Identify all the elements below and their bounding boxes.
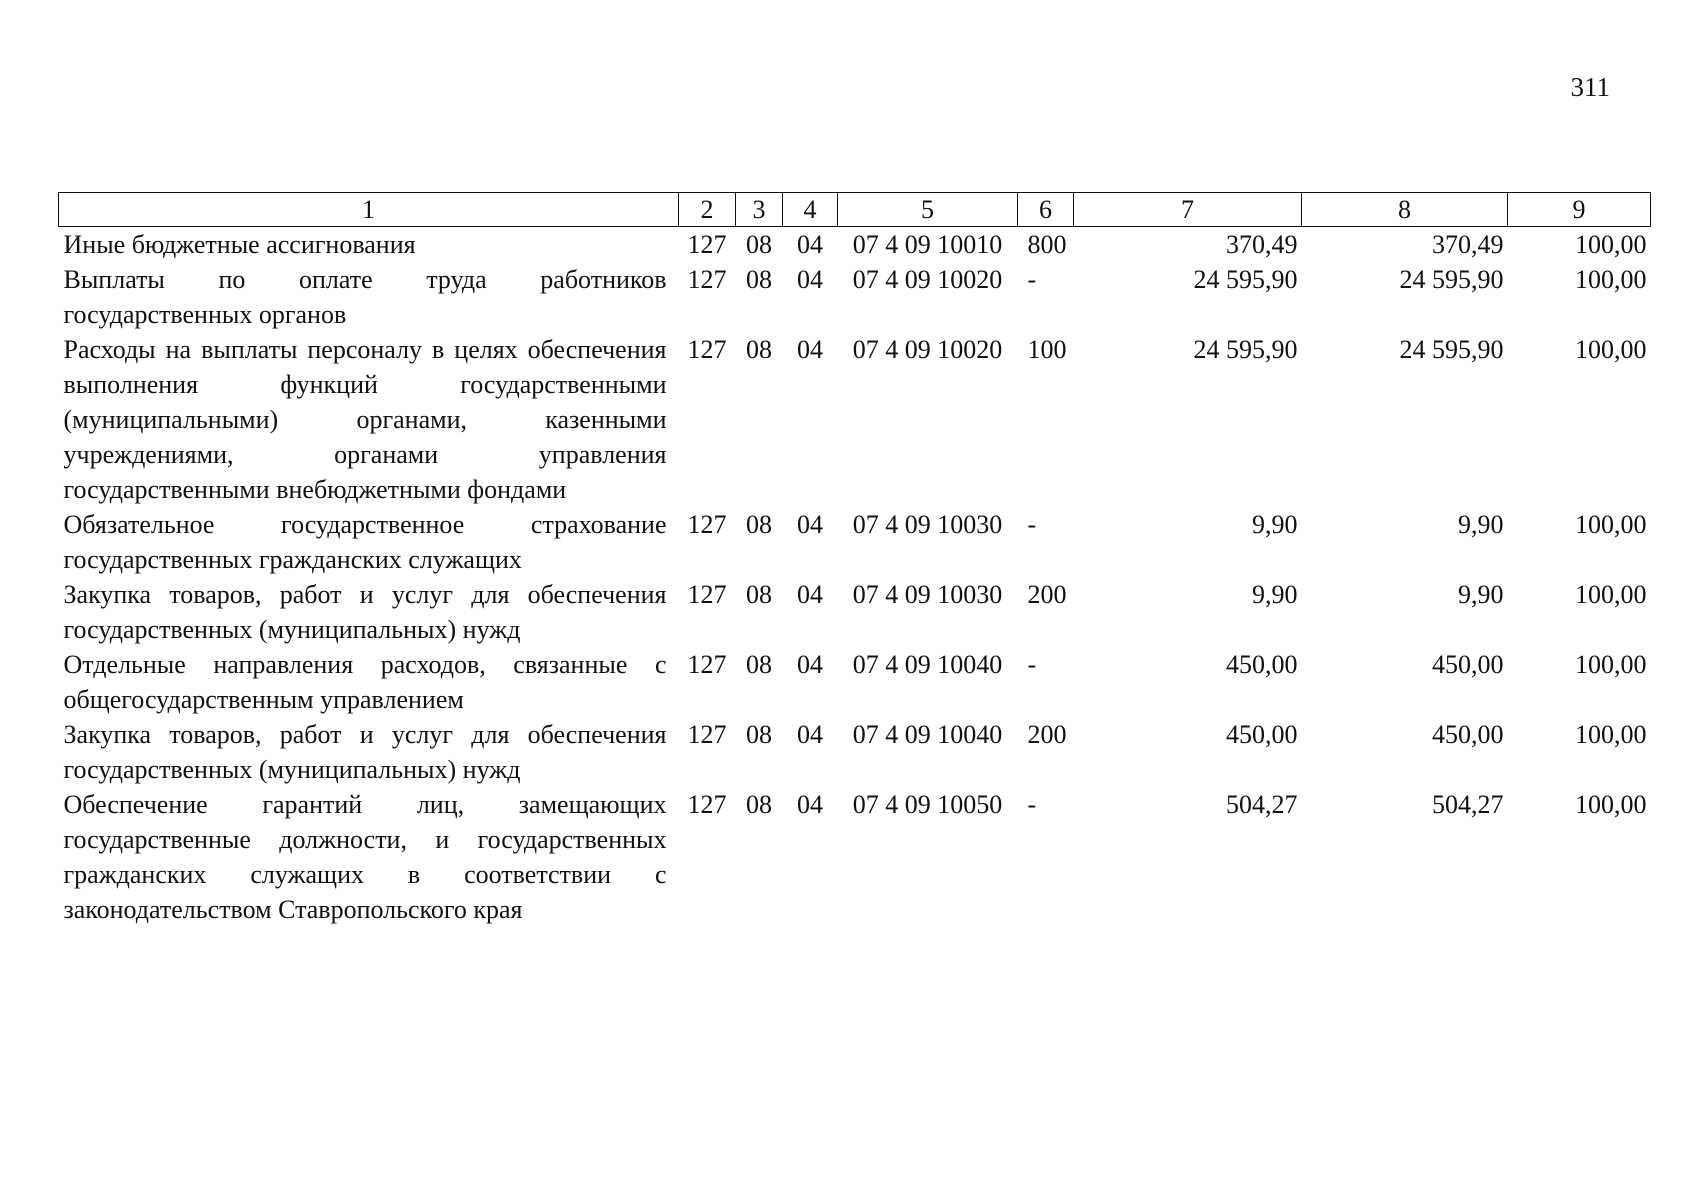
row-target-article: 07 4 09 10030 [852,580,1003,609]
row-name: Отдельные направления расходов, связанные с общегосударственным управлением [63,650,667,714]
header-col-7: 7 [1074,193,1302,227]
row-target-article: 07 4 09 10020 [852,265,1003,294]
row-ministry-code: 127 [687,580,727,609]
row-ministry-code: 127 [687,265,727,294]
table-header [59,193,1651,227]
row-amount-actual: 450,00 [1432,650,1504,679]
header-col-6: 6 [1018,193,1074,227]
row-amount-actual: 9,90 [1458,510,1504,539]
header-col-5: 5 [838,193,1018,227]
row-percent: 100,00 [1575,650,1647,679]
row-subsection-code: 04 [797,790,823,819]
row-expense-type: 100 [1027,335,1067,364]
row-amount-plan: 9,90 [1252,580,1298,609]
header-col-9: 9 [1508,193,1651,227]
row-amount-plan: 9,90 [1252,510,1298,539]
header-col-1: 1 [59,193,679,227]
row-subsection-code: 04 [797,230,823,259]
row-amount-plan: 24 595,90 [1193,335,1298,364]
row-name: Закупка товаров, работ и услуг для обеспечения государственных (муниципальных) нужд [63,580,667,644]
row-subsection-code: 04 [797,580,823,609]
row-percent: 100,00 [1575,265,1647,294]
table-row [59,507,1651,577]
row-expense-type: - [1027,510,1037,539]
row-amount-actual: 370,49 [1432,230,1504,259]
header-col-2: 2 [679,193,736,227]
row-ministry-code: 127 [687,510,727,539]
row-ministry-code: 127 [687,790,727,819]
row-target-article: 07 4 09 10030 [852,510,1003,539]
row-amount-actual: 450,00 [1432,720,1504,749]
row-expense-type: 200 [1027,580,1067,609]
row-section-code: 08 [746,230,772,259]
row-target-article: 07 4 09 10010 [852,230,1003,259]
row-amount-plan: 370,49 [1226,230,1298,259]
row-target-article: 07 4 09 10040 [852,720,1003,749]
table-row [59,332,1651,507]
row-name: Иные бюджетные ассигнования [63,230,416,259]
row-subsection-code: 04 [797,650,823,679]
header-row [59,193,1651,227]
row-amount-plan: 504,27 [1226,790,1298,819]
row-percent: 100,00 [1575,335,1647,364]
row-subsection-code: 04 [797,510,823,539]
row-percent: 100,00 [1575,580,1647,609]
row-section-code: 08 [746,265,772,294]
table-row [59,227,1651,263]
row-amount-actual: 9,90 [1458,580,1504,609]
page-number: 311 [1570,72,1610,102]
row-name: Закупка товаров, работ и услуг для обеспечения государственных (муниципальных) нужд [63,720,667,784]
row-section-code: 08 [746,335,772,364]
header-col-3: 3 [736,193,783,227]
row-name: Обеспечение гарантий лиц, замещающих государственные должности, и государственных гражданских служащих в соответствии с законодательством Ставропольского края [63,790,667,924]
row-amount-plan: 24 595,90 [1193,265,1298,294]
row-target-article: 07 4 09 10040 [852,650,1003,679]
table-row [59,647,1651,717]
row-percent: 100,00 [1575,720,1647,749]
table-row [59,262,1651,332]
row-subsection-code: 04 [797,265,823,294]
row-expense-type: 800 [1027,230,1067,259]
table-row [59,787,1651,927]
row-amount-actual: 504,27 [1432,790,1504,819]
row-section-code: 08 [746,510,772,539]
row-name: Расходы на выплаты персоналу в целях обеспечения выполнения функций государственными (муниципальными) органами, казенными учреждениями, органами управления государственными внебюджетными фондами [63,335,667,504]
row-amount-actual: 24 595,90 [1399,265,1504,294]
row-name: Обязательное государственное страхование государственных гражданских служащих [63,510,667,574]
row-section-code: 08 [746,790,772,819]
row-subsection-code: 04 [797,720,823,749]
table-body [59,227,1651,928]
row-section-code: 08 [746,720,772,749]
row-target-article: 07 4 09 10020 [852,335,1003,364]
row-ministry-code: 127 [687,335,727,364]
row-amount-plan: 450,00 [1226,650,1298,679]
budget-table [58,192,1651,927]
row-expense-type: - [1027,790,1037,819]
row-expense-type: 200 [1027,720,1067,749]
row-ministry-code: 127 [687,230,727,259]
row-expense-type: - [1027,650,1037,679]
row-percent: 100,00 [1575,230,1647,259]
row-ministry-code: 127 [687,650,727,679]
row-expense-type: - [1027,265,1037,294]
header-col-4: 4 [783,193,838,227]
row-percent: 100,00 [1575,790,1647,819]
row-ministry-code: 127 [687,720,727,749]
row-section-code: 08 [746,580,772,609]
row-percent: 100,00 [1575,510,1647,539]
row-amount-plan: 450,00 [1226,720,1298,749]
row-amount-actual: 24 595,90 [1399,335,1504,364]
table-row [59,577,1651,647]
header-col-8: 8 [1302,193,1508,227]
table-row [59,717,1651,787]
row-subsection-code: 04 [797,335,823,364]
row-name: Выплаты по оплате труда работников государственных органов [63,265,667,329]
row-section-code: 08 [746,650,772,679]
row-target-article: 07 4 09 10050 [852,790,1003,819]
